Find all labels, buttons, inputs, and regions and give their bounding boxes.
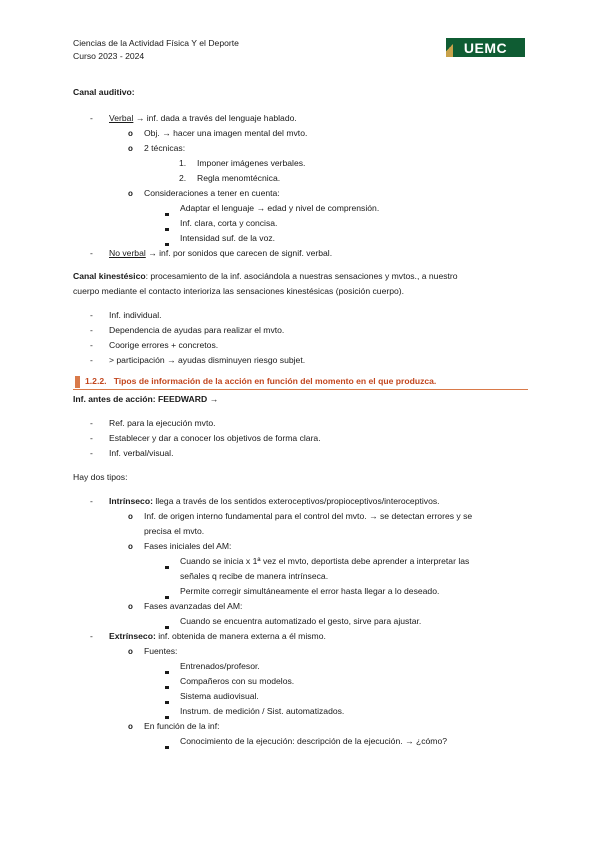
list-item bbox=[73, 584, 528, 599]
circle-bullet-icon: o bbox=[128, 144, 133, 153]
circle-bullet-icon: o bbox=[128, 602, 133, 611]
intrinseco-text: llega a través de los sentidos exteroceptivos/propioceptivos/interoceptivos. bbox=[152, 496, 440, 506]
canal-auditivo-title: Canal auditivo: bbox=[73, 87, 135, 97]
fases-iniciales-item-text: Permite corregir simultáneamente el error hasta llegar a lo deseado. bbox=[180, 586, 440, 596]
fuentes-item-text: Compañeros con su modelos. bbox=[180, 676, 295, 686]
dash-marker: - bbox=[90, 448, 93, 458]
dash-marker: - bbox=[90, 325, 93, 335]
kinestesico-item-text: Dependencia de ayudas para realizar el mvto. bbox=[109, 325, 285, 335]
consideraciones-text: Consideraciones a tener en cuenta: bbox=[144, 188, 280, 198]
kinestesico-item-text: Coorige errores + concretos. bbox=[109, 340, 219, 350]
list-item bbox=[73, 509, 528, 524]
list-item bbox=[73, 494, 528, 509]
dash-marker: - bbox=[90, 340, 93, 350]
list-item bbox=[73, 323, 528, 338]
verbal-text: → inf. dada a través del lenguaje hablado. bbox=[133, 113, 297, 123]
uemc-logo: UEMC bbox=[446, 38, 525, 57]
extrinseco-label: Extrínseco: bbox=[109, 631, 156, 641]
list-item bbox=[73, 246, 528, 261]
list-item bbox=[73, 674, 528, 689]
list-item bbox=[73, 644, 528, 659]
tecnica-1-text: Imponer imágenes verbales. bbox=[197, 158, 306, 168]
dash-marker: - bbox=[90, 433, 93, 443]
circle-bullet-icon: o bbox=[128, 542, 133, 551]
list-item bbox=[73, 141, 528, 156]
list-item bbox=[73, 659, 528, 674]
list-item bbox=[73, 719, 528, 734]
list-item bbox=[73, 446, 528, 461]
consideracion-1-text: Adaptar el lenguaje → edad y nivel de comprensión. bbox=[180, 203, 380, 213]
circle-bullet-icon: o bbox=[128, 129, 133, 138]
antes-accion-item-text: Ref. para la ejecución mvto. bbox=[109, 418, 216, 428]
tecnicas-text: 2 técnicas: bbox=[144, 143, 186, 153]
list-item bbox=[73, 111, 528, 126]
section-heading bbox=[73, 374, 528, 390]
circle-bullet-icon: o bbox=[128, 512, 133, 521]
noverbal-text: → inf. por sonidos que carecen de signif. verbal. bbox=[145, 248, 333, 258]
canal-kinestesico-text-2: cuerpo mediante el contacto interioriza las sensaciones kinestésicas (posición cuerpo). bbox=[73, 286, 405, 296]
fases-avanzadas-text: Fases avanzadas del AM: bbox=[144, 601, 243, 611]
number-marker: 1. bbox=[179, 158, 187, 168]
fases-iniciales-text: Fases iniciales del AM: bbox=[144, 541, 232, 551]
canal-kinestesico-title: Canal kinestésico bbox=[73, 271, 146, 281]
antes-accion-item-text: Establecer y dar a conocer los objetivos de forma clara. bbox=[109, 433, 321, 443]
list-item bbox=[73, 689, 528, 704]
list-item bbox=[73, 431, 528, 446]
dash-marker: - bbox=[90, 355, 93, 365]
consideracion-2-text: Inf. clara, corta y concisa. bbox=[180, 218, 278, 228]
intrinseco-label: Intrínseco: bbox=[109, 496, 153, 506]
list-item bbox=[73, 539, 528, 554]
list-item bbox=[73, 171, 528, 186]
dos-tipos-intro: Hay dos tipos: bbox=[73, 472, 128, 482]
list-item bbox=[73, 554, 528, 569]
noverbal-label: No verbal bbox=[109, 248, 146, 258]
dash-marker: - bbox=[90, 248, 93, 258]
list-item bbox=[73, 338, 528, 353]
square-bullet-icon bbox=[165, 739, 169, 754]
list-item bbox=[73, 734, 528, 749]
page-header bbox=[73, 37, 239, 62]
obj-text: Obj. → hacer una imagen mental del mvto. bbox=[144, 128, 308, 138]
section-title: Tipos de información de la acción en función del momento en el que produzca. bbox=[113, 376, 437, 386]
intrinseco-origen-text: Inf. de origen interno fundamental para el control del mvto. → se detectan errores y se bbox=[144, 511, 473, 521]
circle-bullet-icon: o bbox=[128, 647, 133, 656]
antes-accion-item-text: Inf. verbal/visual. bbox=[109, 448, 174, 458]
number-marker: 2. bbox=[179, 173, 187, 183]
list-item-continuation: señales q recibe de manera intrínseca. bbox=[180, 571, 329, 581]
dash-marker: - bbox=[90, 631, 93, 641]
fuentes-item-text: Sistema audiovisual. bbox=[180, 691, 259, 701]
kinestesico-item-text: Inf. individual. bbox=[109, 310, 162, 320]
header-course: Curso 2023 - 2024 bbox=[73, 50, 145, 61]
list-item-continuation: precisa el mvto. bbox=[144, 526, 205, 536]
list-item bbox=[73, 629, 528, 644]
fases-avanzadas-item-text: Cuando se encuentra automatizado el gesto, sirve para ajustar. bbox=[180, 616, 422, 626]
circle-bullet-icon: o bbox=[128, 189, 133, 198]
circle-bullet-icon: o bbox=[128, 722, 133, 731]
dash-marker: - bbox=[90, 496, 93, 506]
extrinseco-text: inf. obtenida de manera externa a él mismo. bbox=[155, 631, 326, 641]
list-item bbox=[73, 216, 528, 231]
list-item bbox=[73, 416, 528, 431]
header-degree: Ciencias de la Actividad Física Y el Deporte bbox=[73, 38, 239, 48]
canal-kinestesico-paragraph bbox=[73, 269, 528, 284]
en-funcion-text: En función de la inf: bbox=[144, 721, 220, 731]
list-item bbox=[73, 614, 528, 629]
list-item bbox=[73, 353, 528, 368]
list-item bbox=[73, 201, 528, 216]
dash-marker: - bbox=[90, 310, 93, 320]
en-funcion-item-text: Conocimiento de la ejecución: descripción de la ejecución. → ¿cómo? bbox=[180, 736, 448, 746]
list-item bbox=[73, 308, 528, 323]
kinestesico-item-text: > participación → ayudas disminuyen riesgo subjet. bbox=[109, 355, 306, 365]
list-item bbox=[73, 186, 528, 201]
canal-kinestesico-text-1: : procesamiento de la inf. asociándola a nuestras sensaciones y mvtos., a nuestro bbox=[145, 271, 458, 281]
document-body bbox=[73, 85, 528, 749]
dash-marker: - bbox=[90, 113, 93, 123]
list-item bbox=[73, 126, 528, 141]
tecnica-2-text: Regla menomtécnica. bbox=[197, 173, 281, 183]
dash-marker: - bbox=[90, 418, 93, 428]
list-item bbox=[73, 156, 528, 171]
fases-iniciales-item-text: Cuando se inicia x 1ª vez el mvto, deportista debe aprender a interpretar las bbox=[180, 556, 470, 566]
list-item bbox=[73, 231, 528, 246]
consideracion-3-text: Intensidad suf. de la voz. bbox=[180, 233, 276, 243]
list-item bbox=[73, 599, 528, 614]
verbal-label: Verbal bbox=[109, 113, 134, 123]
section-number: 1.2.2. bbox=[85, 376, 107, 386]
list-item bbox=[73, 704, 528, 719]
fuentes-text: Fuentes: bbox=[144, 646, 178, 656]
fuentes-item-text: Instrum. de medición / Sist. automatizados. bbox=[180, 706, 345, 716]
fuentes-item-text: Entrenados/profesor. bbox=[180, 661, 260, 671]
antes-accion-title: Inf. antes de acción: FEEDWARD → bbox=[73, 394, 219, 404]
